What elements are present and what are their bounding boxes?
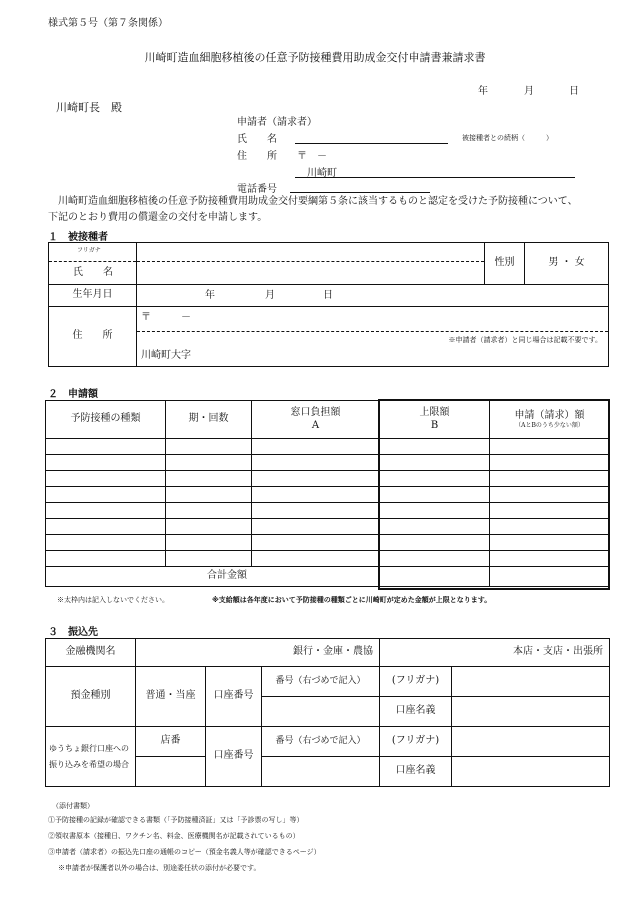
section1-heading: １ 被接種者 bbox=[48, 232, 108, 243]
yucho-holder-label: 口座名義 bbox=[380, 757, 452, 787]
date-year: 年 bbox=[478, 86, 488, 97]
yucho-account-number-label: 口座番号 bbox=[206, 727, 262, 787]
yucho-account-number-field[interactable] bbox=[262, 757, 380, 787]
header-count: 期・回数 bbox=[166, 401, 252, 439]
holder-furigana-field[interactable] bbox=[452, 667, 610, 697]
branch-number-field[interactable] bbox=[136, 757, 206, 787]
applicant-address-field[interactable] bbox=[295, 177, 575, 178]
table-row[interactable] bbox=[46, 455, 610, 471]
deposit-types[interactable]: 普通・当座 bbox=[136, 667, 206, 727]
table-row[interactable] bbox=[46, 487, 610, 503]
yucho-holder-furigana-field[interactable] bbox=[452, 727, 610, 757]
attachment-note: ※申請者が保護者以外の場合は、別途委任状の添付が必要です。 bbox=[58, 864, 261, 872]
applicant-postal-mark: 〒 － bbox=[297, 151, 327, 162]
bank-name-field[interactable] bbox=[136, 639, 380, 667]
branch-types: 本店・支店・出張所 bbox=[513, 646, 603, 658]
sex-label: 性別 bbox=[485, 243, 525, 285]
amount-table bbox=[45, 400, 610, 587]
staff-only-note: ※太枠内は記入しないでください。 bbox=[57, 596, 169, 604]
sex-options[interactable]: 男 ・ 女 bbox=[525, 243, 609, 285]
phone-field[interactable] bbox=[290, 192, 430, 193]
recipient-address-label: 住 所 bbox=[49, 307, 137, 367]
yucho-holder-field[interactable] bbox=[452, 757, 610, 787]
dob-label: 生年月日 bbox=[49, 285, 137, 307]
holder-label: 口座名義 bbox=[380, 697, 452, 727]
table-row[interactable] bbox=[46, 471, 610, 487]
branch-number-label: 店番 bbox=[136, 727, 206, 757]
yucho-furigana-label: (フリガナ) bbox=[380, 727, 452, 757]
dob-field[interactable] bbox=[137, 285, 609, 307]
date-day: 日 bbox=[569, 86, 579, 97]
attachment-item: ③申請者（請求者）の振込先口座の通帳のコピー（預金名義人等が確認できるページ） bbox=[48, 848, 321, 856]
table-row[interactable] bbox=[46, 503, 610, 519]
date-month: 月 bbox=[524, 86, 534, 97]
number-note: 番号（右づめで記入） bbox=[262, 667, 380, 697]
attachments-heading: （添付書類） bbox=[52, 802, 94, 810]
dob-day: 日 bbox=[323, 290, 333, 301]
recipient-town: 川崎町大字 bbox=[141, 350, 191, 361]
attachment-item: ①予防接種の記録が確認できる書類（「予防接種済証」又は「予診票の写し」等） bbox=[48, 816, 304, 824]
total-cap[interactable] bbox=[380, 567, 490, 587]
holder-field[interactable] bbox=[452, 697, 610, 727]
header-cap: 上限額 B bbox=[380, 401, 490, 439]
addressee: 川崎町長 殿 bbox=[56, 101, 122, 114]
form-number: 様式第５号（第７条関係） bbox=[48, 18, 168, 29]
recipient-name-label: 氏 名 bbox=[73, 267, 113, 278]
form-title: 川崎町造血細胞移植後の任意予防接種費用助成金交付申請書兼請求書 bbox=[144, 51, 486, 64]
total-claim[interactable] bbox=[490, 567, 610, 587]
recipient-postal: 〒 － bbox=[141, 312, 191, 323]
account-number-label: 口座番号 bbox=[206, 667, 262, 727]
recipient-name-field[interactable] bbox=[137, 243, 485, 285]
institution-label: 金融機関名 bbox=[46, 639, 136, 667]
table-row[interactable] bbox=[46, 519, 610, 535]
intro-text: 川崎町造血細胞移植後の任意予防接種費用助成金交付要綱第５条に該当するものと認定を受けた予防接種について、下記のとおり費用の償還金の交付を申請します。 bbox=[48, 196, 578, 223]
header-vaccine-type: 予防接種の種類 bbox=[46, 401, 166, 439]
account-number-field[interactable] bbox=[262, 697, 380, 727]
yucho-number-note: 番号（右づめで記入） bbox=[262, 727, 380, 757]
deposit-type-label: 預金種別 bbox=[46, 667, 136, 727]
furigana-label: フリガナ bbox=[77, 247, 101, 254]
table-row[interactable] bbox=[46, 551, 610, 567]
table-row[interactable] bbox=[46, 439, 610, 455]
applicant-town: 川崎町 bbox=[307, 168, 337, 179]
phone-label: 電話番号 bbox=[237, 184, 277, 195]
total-label: 合計金額 bbox=[46, 567, 380, 587]
section3-heading: ３ 振込先 bbox=[48, 627, 98, 638]
branch-name-field[interactable] bbox=[380, 639, 610, 667]
bank-table bbox=[45, 638, 610, 787]
relation-label: 被接種者との続柄（ ） bbox=[462, 134, 553, 142]
bank-types: 銀行・金庫・農協 bbox=[293, 646, 373, 658]
applicant-address-label: 住 所 bbox=[237, 151, 277, 162]
dob-month: 月 bbox=[265, 290, 275, 301]
recipient-table bbox=[48, 242, 609, 367]
section2-heading: ２ 申請額 bbox=[48, 389, 98, 400]
applicant-heading: 申請者（請求者） bbox=[237, 117, 317, 128]
yucho-label: ゆうちょ銀行口座への振り込みを希望の場合 bbox=[46, 727, 136, 787]
table-row[interactable] bbox=[46, 535, 610, 551]
cap-note: ※支給額は各年度において予防接種の種類ごとに川崎町が定めた金額が上限となります。 bbox=[212, 596, 492, 604]
applicant-name-field[interactable] bbox=[295, 143, 448, 144]
same-as-applicant-note: ※申請者（請求者）と同じ場合は記載不要です。 bbox=[448, 336, 602, 344]
applicant-name-label: 氏 名 bbox=[237, 134, 277, 145]
dob-year: 年 bbox=[205, 290, 215, 301]
recipient-name-label-cell bbox=[49, 243, 137, 285]
recipient-address-field[interactable] bbox=[137, 307, 609, 367]
attachment-item: ②領収書原本（接種日、ワクチン名、料金、医療機関名が記載されているもの） bbox=[48, 832, 300, 840]
header-claim: 申請（請求）額 （AとBのうち少ない額） bbox=[490, 401, 610, 439]
header-copay: 窓口負担額 A bbox=[252, 401, 380, 439]
furigana-label-bank: (フリガナ) bbox=[380, 667, 452, 697]
